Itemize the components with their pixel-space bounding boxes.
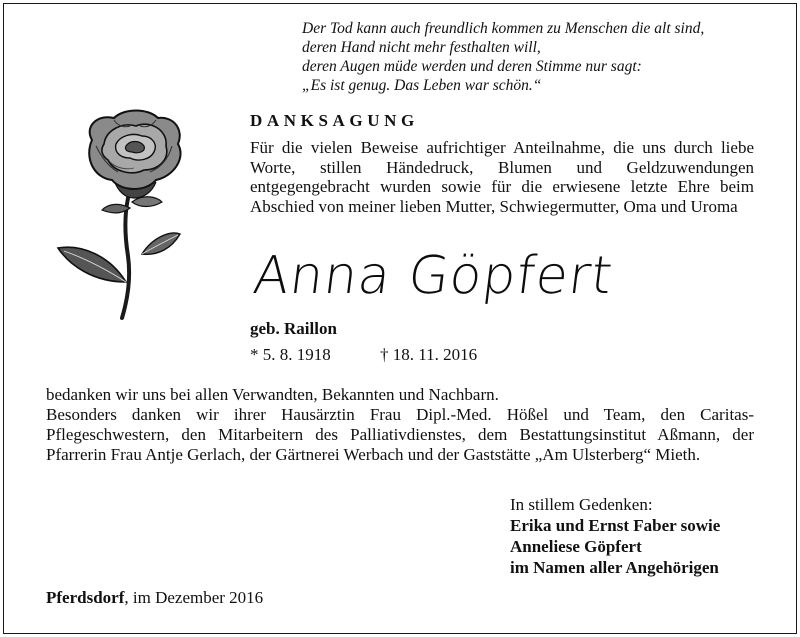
poem [302,19,772,95]
place-date-text: , im Dezember 2016 [124,588,264,607]
place-date [46,588,263,608]
place-town: Pferdsdorf [46,588,125,607]
signoff-name-line: Erika und Ernst Faber sowie [510,516,721,535]
death-date: † 18. 11. 2016 [380,345,478,364]
poem-line: deren Augen müde werden und deren Stimme nur sagt: [302,58,642,75]
deceased-name: Anna Göpfert [250,246,617,306]
signoff-names [510,515,720,578]
signoff-name-line: Anneliese Göpfert [510,537,642,556]
signoff-name-line: im Namen aller Angehörigen [510,558,719,577]
birth-date: * 5. 8. 1918 [250,345,331,364]
poem-line: „Es ist genug. Das Leben war schön.“ [302,77,542,94]
thanks-paragraph: Besonders danken wir ihrer Hausärztin Frau Dipl.-Med. Hößel und Team, den Caritas-Pflegeschwestern, den Mitarbeitern des Palliativdienstes, dem Bestattungsinstitut Aßmann, der Pfarrerin Frau Antje Gerlach, der Gärtnerei Werbach und der Gaststätte „Am Ulsterberg“ Mieth. [46,405,754,464]
thanks-body [46,385,754,465]
poem-line: deren Hand nicht mehr festhalten will, [302,39,541,56]
birth-name: geb. Raillon [250,319,337,338]
thanks-paragraph: bedanken wir uns bei allen Verwandten, Bekannten und Nachbarn. [46,385,499,404]
rose-icon [52,106,227,321]
heading: DANKSAGUNG [250,111,419,130]
intro-text: Für die vielen Beweise aufrichtiger Anteilnahme, die uns durch liebe Worte, stillen Händedruck, Blumen und Geldzuwendungen entgegengebracht wurden sowie für die erwiesene letzte Ehre beim Abschied von meiner lieben Mutter, Schwiegermutter, Oma und Uroma [250,138,754,216]
signoff [510,494,720,578]
signoff-intro: In stillem Gedenken: [510,495,653,514]
poem-line: Der Tod kann auch freundlich kommen zu Menschen die alt sind, [302,20,705,37]
